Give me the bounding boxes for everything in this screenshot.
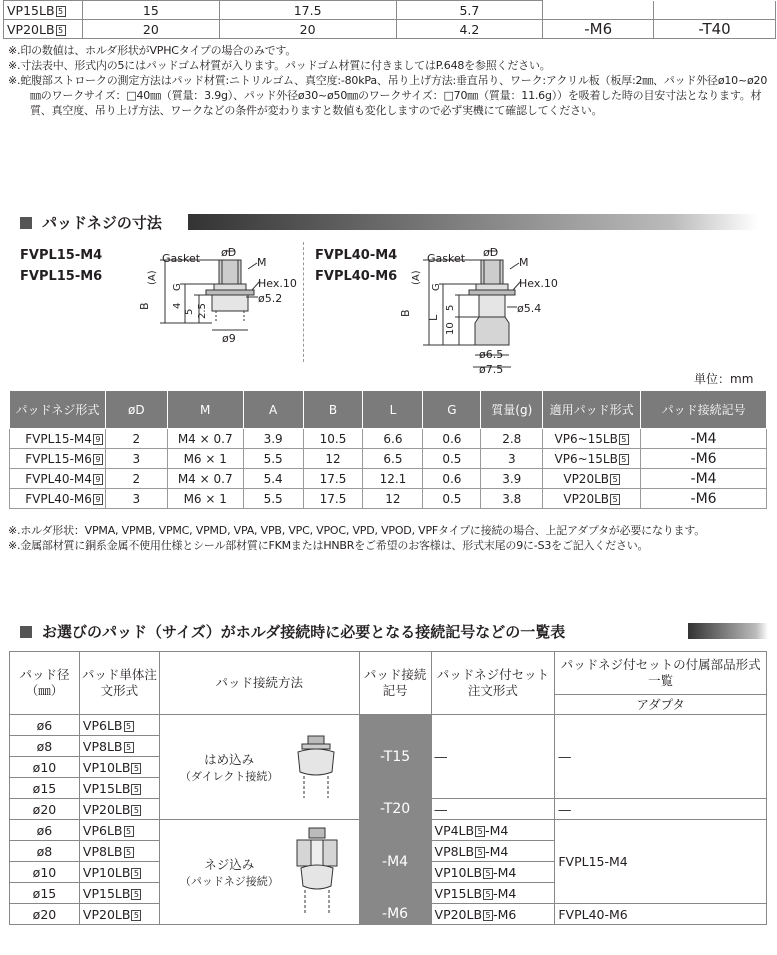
value-cell: M6 × 1 xyxy=(167,449,243,469)
value-cell: 20 xyxy=(82,20,219,39)
header-adapter: アダプタ xyxy=(555,695,767,715)
value-cell: 5.5 xyxy=(243,489,303,509)
symbol-cell: -M4 xyxy=(359,820,431,904)
value-cell: 0.6 xyxy=(423,469,481,489)
screw-in-icon xyxy=(289,826,345,918)
model-cell: VP20LB 5 xyxy=(4,20,83,39)
label-5: 5 xyxy=(184,308,195,315)
dimension-table xyxy=(9,390,767,509)
diagram1-drawing xyxy=(138,245,297,355)
value-cell: M4 × 0.7 xyxy=(167,469,243,489)
symbol-cell: -T20 xyxy=(359,799,431,820)
section-bar xyxy=(188,214,758,230)
label-gasket: Gasket xyxy=(162,252,201,265)
value-cell: 4.2 xyxy=(396,20,543,39)
table-header xyxy=(10,652,767,695)
label-4: 4 xyxy=(172,302,183,309)
symbol-cell: -M6 xyxy=(641,449,767,469)
pad-cell: VP20LB 5 xyxy=(543,489,641,509)
adapter-cell: ― xyxy=(555,799,767,820)
set-cell: VP4LB 5 -M4 xyxy=(431,820,555,841)
section-bar xyxy=(688,623,768,639)
note: ※.金属部材質に銅系金属不使用仕様とシール部材質にFKMまたはHNBRをご希望のお客様は、形式末尾の9に-S3をご記入ください。 xyxy=(8,539,649,552)
order-cell: VP20LB 5 xyxy=(79,904,159,925)
order-cell: VP6LB 5 xyxy=(79,820,159,841)
value-cell: 15 xyxy=(82,1,219,20)
model-cell: FVPL15-M4 9 xyxy=(10,429,106,449)
header-size: パッド径（㎜） xyxy=(10,652,80,715)
symbol-cell: -M6 xyxy=(359,904,431,925)
diagram-divider xyxy=(303,242,305,362)
value-cell: 5.4 xyxy=(243,469,303,489)
table-row xyxy=(10,469,767,489)
square-icon xyxy=(20,626,32,638)
header-cell: パッドネジ形式 xyxy=(10,391,106,429)
value-cell: 3.8 xyxy=(481,489,543,509)
adapter-cell: ― xyxy=(555,715,767,799)
label-d54: ø5.4 xyxy=(517,302,542,315)
header-cell: B xyxy=(303,391,363,429)
value-cell: 0.5 xyxy=(423,449,481,469)
note: ※.印の数値は、ホルダ形状がVPHCタイプの場合のみです。 xyxy=(8,44,297,57)
label-od: øD xyxy=(221,246,237,259)
value-cell: M6 × 1 xyxy=(167,489,243,509)
value-cell: 17.5 xyxy=(303,489,363,509)
label-l: L xyxy=(427,314,440,321)
value-cell xyxy=(654,1,776,20)
label-d75: ø7.5 xyxy=(479,363,504,376)
value-cell: M4 × 0.7 xyxy=(167,429,243,449)
order-cell: VP15LB 5 xyxy=(79,778,159,799)
order-cell: VP6LB 5 xyxy=(79,715,159,736)
value-cell: 2 xyxy=(105,469,167,489)
value-cell: 6.5 xyxy=(363,449,423,469)
size-cell: ø15 xyxy=(10,883,80,904)
value-cell: 12 xyxy=(303,449,363,469)
order-cell: VP8LB 5 xyxy=(79,841,159,862)
label-d65: ø6.5 xyxy=(479,348,504,361)
mid-notes xyxy=(8,523,770,553)
value-cell: -M6 xyxy=(543,20,654,39)
value-cell: 20 xyxy=(219,20,396,39)
header-parts: パッドネジ付セットの付属部品形式一覧 xyxy=(555,652,767,695)
method-cell: はめ込み （ダイレクト接続） xyxy=(159,715,359,820)
method-cell: ネジ込み （パッドネジ接続） xyxy=(159,820,359,925)
label-m: M xyxy=(519,256,529,269)
value-cell: 3 xyxy=(105,449,167,469)
symbol-cell: -M4 xyxy=(641,429,767,449)
label-5: 5 xyxy=(445,304,456,311)
value-cell: 6.6 xyxy=(363,429,423,449)
note: ※.寸法表中、形式内の5にはパッドゴム材質が入ります。パッドゴム材質に付きましてはP.648を参照ください。 xyxy=(8,59,551,72)
value-cell: 17.5 xyxy=(219,1,396,20)
set-cell: VP8LB 5 -M4 xyxy=(431,841,555,862)
value-cell: 12.1 xyxy=(363,469,423,489)
label-gasket: Gasket xyxy=(427,252,466,265)
value-cell: 0.6 xyxy=(423,429,481,449)
label-25: 2.5 xyxy=(197,303,208,319)
value-cell: 3.9 xyxy=(243,429,303,449)
top-spec-table xyxy=(3,0,776,39)
unit-label: 単位：mm xyxy=(694,372,754,386)
size-cell: ø10 xyxy=(10,757,80,778)
set-cell: VP15LB 5 -M4 xyxy=(431,883,555,904)
table-row xyxy=(10,489,767,509)
header-symbol: パッド接続記号 xyxy=(359,652,431,715)
label-hex: Hex.10 xyxy=(519,277,558,290)
label-od: øD xyxy=(483,246,499,259)
order-cell: VP10LB 5 xyxy=(79,862,159,883)
label-d52: ø5.2 xyxy=(258,292,283,305)
label-b: B xyxy=(138,302,151,310)
value-cell: 5.7 xyxy=(396,1,543,20)
section-title-pad-screw: パッドネジの寸法 xyxy=(20,212,162,233)
header-cell: 質量(g) xyxy=(481,391,543,429)
value-cell: 2.8 xyxy=(481,429,543,449)
value-cell: 3 xyxy=(105,489,167,509)
table-row xyxy=(10,820,767,841)
order-cell: VP15LB 5 xyxy=(79,883,159,904)
label-a: (A) xyxy=(411,270,422,285)
top-notes xyxy=(8,43,768,118)
model-cell: FVPL15-M6 9 xyxy=(10,449,106,469)
header-cell: A xyxy=(243,391,303,429)
size-cell: ø20 xyxy=(10,799,80,820)
model-cell: VP15LB 5 xyxy=(4,1,83,20)
value-cell: 3 xyxy=(481,449,543,469)
label-g: G xyxy=(431,283,442,291)
symbol-cell: -T15 xyxy=(359,715,431,799)
value-cell: 12 xyxy=(363,489,423,509)
size-cell: ø6 xyxy=(10,820,80,841)
header-method: パッド接続方法 xyxy=(159,652,359,715)
header-cell: G xyxy=(423,391,481,429)
value-cell: 5.5 xyxy=(243,449,303,469)
value-cell: 2 xyxy=(105,429,167,449)
order-cell: VP20LB 5 xyxy=(79,799,159,820)
value-cell: 10.5 xyxy=(303,429,363,449)
symbol-cell: -M6 xyxy=(641,489,767,509)
table-row xyxy=(4,20,776,39)
label-g: G xyxy=(172,283,183,291)
model-cell: FVPL40-M6 9 xyxy=(10,489,106,509)
pad-cell: VP6~15LB 5 xyxy=(543,429,641,449)
adapter-cell: FVPL15-M4 xyxy=(555,820,767,904)
label-hex: Hex.10 xyxy=(258,277,297,290)
diagram2-drawing xyxy=(395,245,575,380)
header-cell: 適用パッド形式 xyxy=(543,391,641,429)
size-cell: ø15 xyxy=(10,778,80,799)
label-10: 10 xyxy=(445,322,456,335)
set-cell: VP10LB 5 -M4 xyxy=(431,862,555,883)
adapter-cell: FVPL40-M6 xyxy=(555,904,767,925)
size-cell: ø10 xyxy=(10,862,80,883)
header-cell: パッド接続記号 xyxy=(641,391,767,429)
label-b: B xyxy=(399,309,412,317)
header-cell: M xyxy=(167,391,243,429)
value-cell: 17.5 xyxy=(303,469,363,489)
label-d9: ø9 xyxy=(222,332,236,345)
size-cell: ø20 xyxy=(10,904,80,925)
header-cell: øD xyxy=(105,391,167,429)
value-cell: -T40 xyxy=(654,20,776,39)
size-cell: ø6 xyxy=(10,715,80,736)
connection-table xyxy=(9,651,767,925)
table-row xyxy=(4,1,776,20)
diagram1-models: FVPL15-M4 FVPL15-M6 xyxy=(20,248,103,284)
push-fit-icon xyxy=(288,732,344,802)
set-cell: VP20LB 5 -M6 xyxy=(431,904,555,925)
model-cell: FVPL40-M4 9 xyxy=(10,469,106,489)
table-row xyxy=(10,799,767,820)
symbol-cell: -M4 xyxy=(641,469,767,489)
diagram2-models: FVPL40-M4 FVPL40-M6 xyxy=(315,248,398,284)
header-cell: L xyxy=(363,391,423,429)
section-title-connection-list: お選びのパッド（サイズ）がホルダ接続時に必要となる接続記号などの一覧表 xyxy=(20,621,565,642)
value-cell xyxy=(543,1,654,20)
pad-cell: VP6~15LB 5 xyxy=(543,449,641,469)
value-cell: 3.9 xyxy=(481,469,543,489)
header-set: パッドネジ付セット注文形式 xyxy=(431,652,555,715)
table-row xyxy=(10,904,767,925)
size-cell: ø8 xyxy=(10,841,80,862)
header-order: パッド単体注文形式 xyxy=(79,652,159,715)
set-cell: ― xyxy=(431,715,555,799)
order-cell: VP10LB 5 xyxy=(79,757,159,778)
table-row xyxy=(10,715,767,736)
size-cell: ø8 xyxy=(10,736,80,757)
value-cell: 0.5 xyxy=(423,489,481,509)
label-a: (A) xyxy=(147,270,158,285)
note: ※.蛇腹部ストロークの測定方法はパッド材質:ニトリルゴム、真空度:-80kPa、吊り上げ方法:垂直吊り、ワーク:アクリル板（板厚:2㎜、パッド外径ø10~ø20㎜のワークサイズ：□40㎜（質量：3.9g）、パッド外径ø30~ø50㎜のワークサイズ：□70㎜（質量：11.6g））を吸着した時の目安寸法となります。材質、真空度、吊り上げ方法、ワークなどの条件が変わりますと数値も変化しますので必ず実機にて確認してください。 xyxy=(8,74,768,117)
table-row xyxy=(10,429,767,449)
table-header xyxy=(10,391,767,429)
order-cell: VP8LB 5 xyxy=(79,736,159,757)
pad-cell: VP20LB 5 xyxy=(543,469,641,489)
table-row xyxy=(10,449,767,469)
note: ※.ホルダ形状：VPMA, VPMB, VPMC, VPMD, VPA, VPB, VPC, VPOC, VPD, VPOD, VPFタイプに接続の場合、上記アダプタが必要になります。 xyxy=(8,524,706,537)
label-m: M xyxy=(257,256,267,269)
square-icon xyxy=(20,217,32,229)
set-cell: ― xyxy=(431,799,555,820)
